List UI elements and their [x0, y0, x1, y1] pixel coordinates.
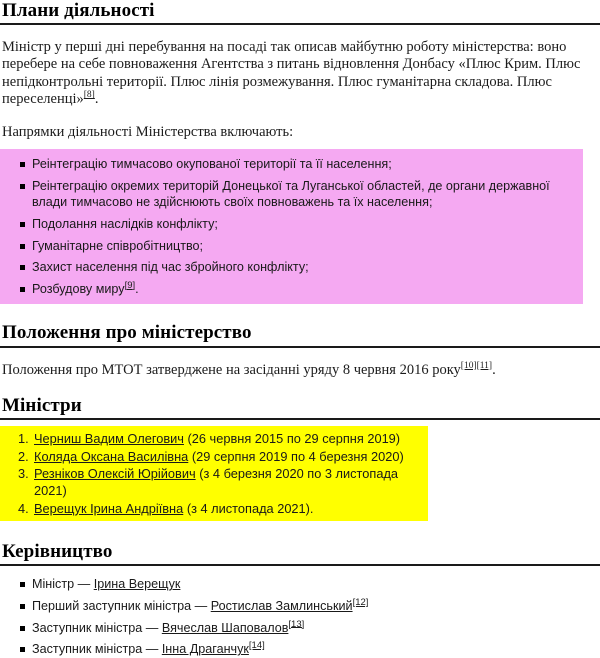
leadership-role: Заступник міністра —	[32, 620, 162, 635]
minister-link[interactable]: Верещук Ірина Андріївна	[34, 500, 184, 516]
list-item	[0, 156, 579, 173]
minister-link[interactable]: Резніков Олексій Юрійович	[34, 465, 196, 481]
bullet-square-icon	[20, 222, 25, 227]
bullet-square-icon	[20, 244, 25, 249]
directions-highlight-block	[0, 149, 583, 304]
leadership-role: Перший заступник міністра —	[32, 599, 211, 614]
minister-term-text: (29 серпня 2019 по 4 березня 2020)	[191, 448, 404, 464]
section-kerivnytstvo	[0, 541, 600, 566]
directions-intro: Напрямки діяльності Міністерства включають:	[2, 124, 294, 141]
spacer	[0, 566, 600, 576]
list-item	[0, 430, 428, 447]
list-item	[0, 259, 579, 276]
list-item	[0, 500, 428, 517]
bullet-square-icon	[20, 184, 25, 189]
page-title: Плани діяльності	[2, 0, 155, 21]
list-item-label: Реінтеграцію окремих територій Донецької та Луганської областей, де органи державної влади тимчасово не здійснюють своїх повноважень та їх населення;	[32, 178, 550, 210]
plans-paragraph	[0, 39, 600, 108]
leadership-list	[0, 576, 600, 657]
list-item	[0, 598, 600, 615]
regulation-tail: .	[492, 361, 496, 378]
spacer	[0, 141, 600, 149]
reference-11[interactable]: [11]	[476, 360, 493, 371]
list-item	[0, 238, 579, 255]
regulation-paragraph-text: Положення про МТОТ затверджене на засіданні уряду 8 червня 2016 року	[2, 361, 461, 378]
reference-10[interactable]: [10]	[460, 360, 477, 371]
section-ministry	[0, 395, 600, 420]
minister-link[interactable]: Коляда Оксана Василівна	[34, 448, 189, 464]
list-item-tail: .	[135, 281, 139, 296]
reference-9[interactable]: [9]	[124, 279, 136, 291]
list-item-label: Захист населення під час збройного конфлікту;	[32, 260, 309, 275]
list-item-label: Гуманітарне співробітництво;	[32, 238, 204, 253]
list-item	[0, 178, 579, 211]
ministers-list	[0, 430, 428, 517]
list-item	[0, 465, 428, 500]
minister-term-text: (з 4 листопада 2021).	[186, 500, 314, 516]
list-item	[0, 281, 579, 298]
section-title-ministers: Міністри	[2, 394, 82, 416]
list-item	[0, 448, 428, 465]
list-item-label: Подолання наслідків конфлікту;	[32, 217, 218, 232]
list-item	[0, 641, 600, 658]
section-title-regulation: Положення про міністерство	[2, 322, 252, 344]
reference-14[interactable]: [14]	[248, 640, 265, 652]
spacer	[0, 108, 600, 124]
directions-list	[0, 156, 579, 297]
ministers-highlight-block	[0, 426, 428, 521]
section-polozhennya	[0, 322, 600, 347]
list-item	[0, 620, 600, 637]
leadership-role: Заступник міністра —	[32, 642, 162, 657]
section-plany	[0, 0, 600, 25]
leadership-person-link[interactable]: Ірина Верещук	[93, 577, 181, 592]
leadership-person-link[interactable]: Інна Драганчук	[161, 642, 249, 657]
leadership-role: Міністр —	[32, 577, 94, 592]
bullet-square-icon	[20, 162, 25, 167]
minister-term-text: (з 4 березня 2020 по 3 листопада 2021)	[34, 465, 399, 499]
list-item	[0, 576, 600, 593]
minister-link[interactable]: Черниш Вадим Олегович	[34, 431, 184, 447]
bullet-square-icon	[20, 287, 25, 292]
spacer	[0, 348, 600, 362]
list-item-label: Реінтеграцію тимчасово окупованої території та її населення;	[32, 157, 392, 172]
bullet-square-icon	[20, 604, 25, 609]
plans-paragraph-tail: .	[94, 90, 99, 107]
bullet-square-icon	[20, 582, 25, 587]
spacer	[0, 521, 600, 541]
plans-paragraph-text: Міністр у перші дні перебування на посаді так описав майбутню роботу міністерства: воно перебере на себе повноваження Агентства з питань відновлення Донбасу «Плюс Крим. Плюс непідконтрольні території. Плюс лінія розмежування. Плюс гуманітарна складова. Плюс переселенці»	[2, 39, 581, 107]
reference-13[interactable]: [13]	[288, 618, 305, 630]
regulation-paragraph	[0, 362, 600, 379]
section-title-leadership: Керівництво	[2, 541, 113, 563]
leadership-person-link[interactable]: Ростислав Замлинський	[210, 599, 353, 614]
leadership-person-link[interactable]: Вячеслав Шаповалов	[161, 620, 289, 635]
list-item-label: Розбудову миру	[32, 281, 125, 296]
list-item	[0, 216, 579, 233]
bullet-square-icon	[20, 265, 25, 270]
spacer	[0, 379, 600, 395]
bullet-square-icon	[20, 626, 25, 631]
reference-12[interactable]: [12]	[352, 596, 369, 608]
spacer	[0, 25, 600, 39]
spacer	[0, 304, 600, 322]
reference-8[interactable]: [8]	[83, 90, 95, 101]
minister-term-text: (26 червня 2015 по 29 серпня 2019)	[187, 431, 401, 447]
bullet-square-icon	[20, 647, 25, 652]
